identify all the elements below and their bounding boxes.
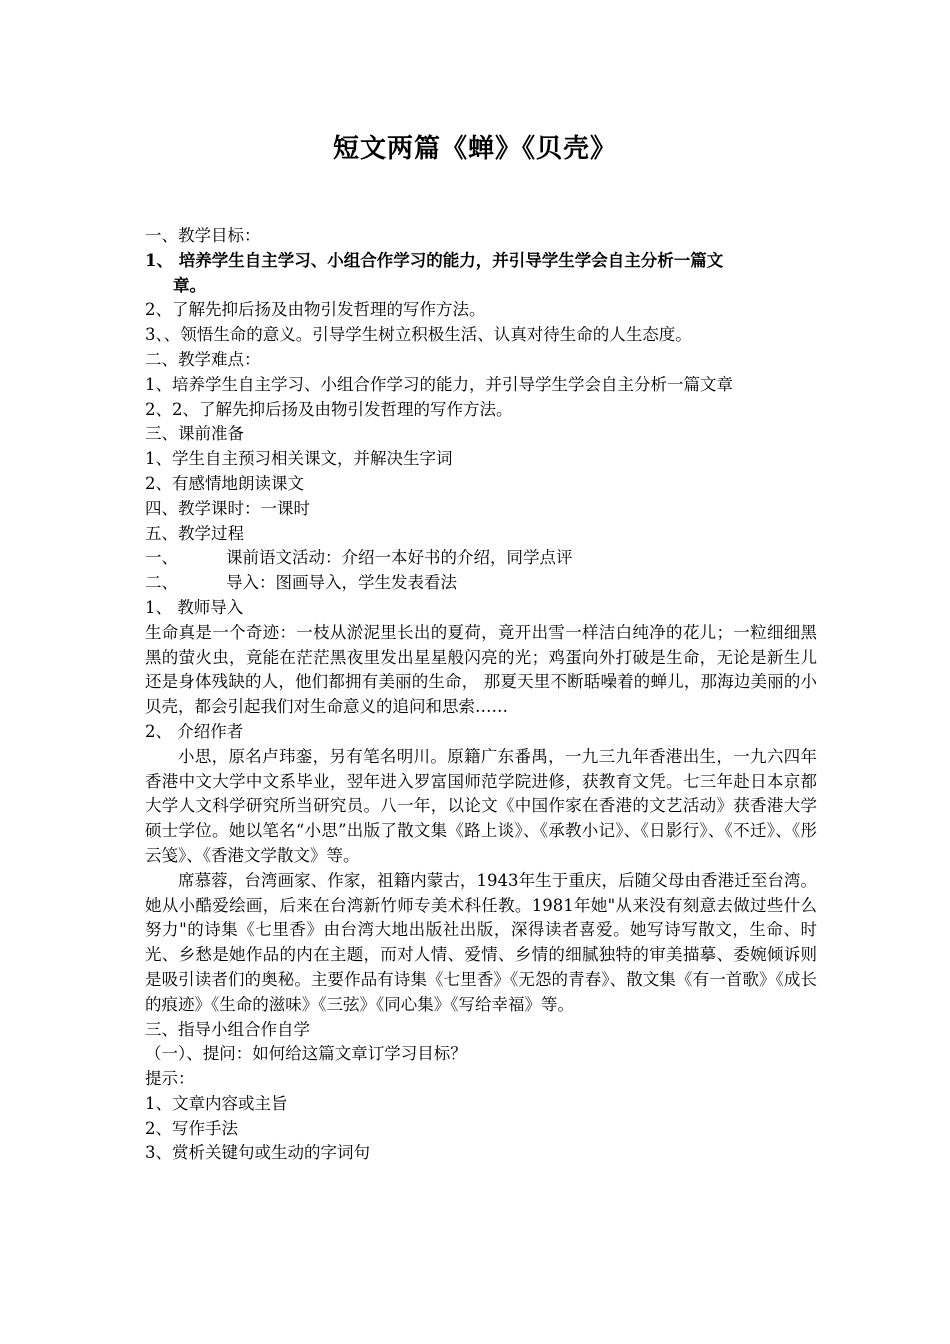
prep-1: 1、学生自主预习相关课文，并解决生字词	[145, 449, 453, 469]
question: （一）、提问：如何给这篇文章订学习目标？	[145, 1044, 467, 1064]
lesson-hours: 四、教学课时：一课时	[145, 498, 310, 518]
step-2-number: 二、	[145, 573, 178, 593]
document-body	[145, 224, 817, 1166]
prep-2: 2、有感情地朗读课文	[145, 473, 304, 493]
intro-paragraph: 生命真是一个奇迹：一枝从淤泥里长出的夏荷，竟开出雪一样洁白纯净的花儿；一粒细细黑黑的萤火虫，竟能在茫茫黑夜里发出星星般闪亮的光；鸡蛋向外打破是生命，无论是新生儿还是身体残缺的人，他们都拥有美丽的生命， 那夏天里不断聒噪着的蝉儿，那海边美丽的小贝壳，都会引起我们对生命意义的追问和思索……	[145, 622, 817, 717]
hint-label: 提示：	[145, 1069, 195, 1089]
process-heading: 五、教学过程	[145, 523, 244, 543]
document-title: 短文两篇《蝉》《贝壳》	[332, 134, 617, 164]
hint-3: 3、赏析关键句或生动的字词句	[145, 1143, 370, 1163]
goals-heading: 一、教学目标：	[145, 226, 261, 245]
group-study-heading: 三、指导小组合作自学	[145, 1019, 310, 1039]
author-xiaosi-paragraph: 小思，原名卢玮銮，另有笔名明川。原籍广东番禺，一九三九年香港出生，一九六四年香港中文大学中文系毕业，翌年进入罗富国师范学院进修，获教育文凭。七三年赴日本京都大学人文科学研究所当研究员。八一年，以论文《中国作家在香港的文艺活动》获香港大学硕士学位。她以笔名“小思”出版了散文集《路上谈》、《承教小记》、《日影行》、《不迁》、《彤云笺》、《香港文学散文》等。	[145, 746, 817, 865]
step-2	[145, 571, 817, 596]
goal-3: 3、、领悟生命的意义。引导学生树立积极生活、认真对待生命的人生态度。	[145, 325, 692, 345]
difficulty-1: 1、培养学生自主学习、小组合作学习的能力，并引导学生学会自主分析一篇文章	[145, 374, 733, 394]
prep-heading: 三、课前准备	[145, 424, 244, 444]
difficulty-2: 2、2、了解先抑后扬及由物引发哲理的写作方法。	[145, 399, 513, 419]
step-1-number: 一、	[145, 548, 178, 568]
author-heading: 2、 介绍作者	[145, 721, 244, 741]
author-ximurong-paragraph: 席慕蓉，台湾画家、作家，祖籍内蒙古，1943年生于重庆，后随父母由香港迁至台湾。她从小酷爱绘画，后来在台湾新竹师专美术科任教。1981年她"从来没有刻意去做过些什么努力"的诗集《七里香》由台湾大地出版社出版，深得读者喜爱。她写诗写散文，生命、时光、乡愁是她作品的内在主题，而对人情、爱情、乡情的细腻独特的审美描摹、委婉倾诉则是吸引读者们的奥秘。主要作品有诗集《七里香》《无怨的青春》、散文集《有一首歌》《成长的痕迹》《生命的滋味》《三弦》《同心集》《写给幸福》等。	[145, 870, 817, 1014]
difficulty-heading: 二、教学难点：	[145, 349, 261, 369]
intro-heading: 1、 教师导入	[145, 597, 244, 617]
goal-1-line-1: 1、 培养学生自主学习、小组合作学习的能力，并引导学生学会自主分析一篇文	[145, 250, 724, 270]
goal-2: 2、了解先抑后扬及由物引发哲理的写作方法。	[145, 300, 486, 320]
step-1	[145, 546, 817, 571]
hint-1: 1、文章内容或主旨	[145, 1093, 288, 1113]
step-2-text: 导入：图画导入，学生发表看法	[226, 573, 457, 593]
hint-2: 2、写作手法	[145, 1118, 238, 1138]
step-1-text: 课前语文活动：介绍一本好书的介绍，同学点评	[226, 548, 573, 568]
goal-1-line-2: 章。	[173, 275, 206, 295]
